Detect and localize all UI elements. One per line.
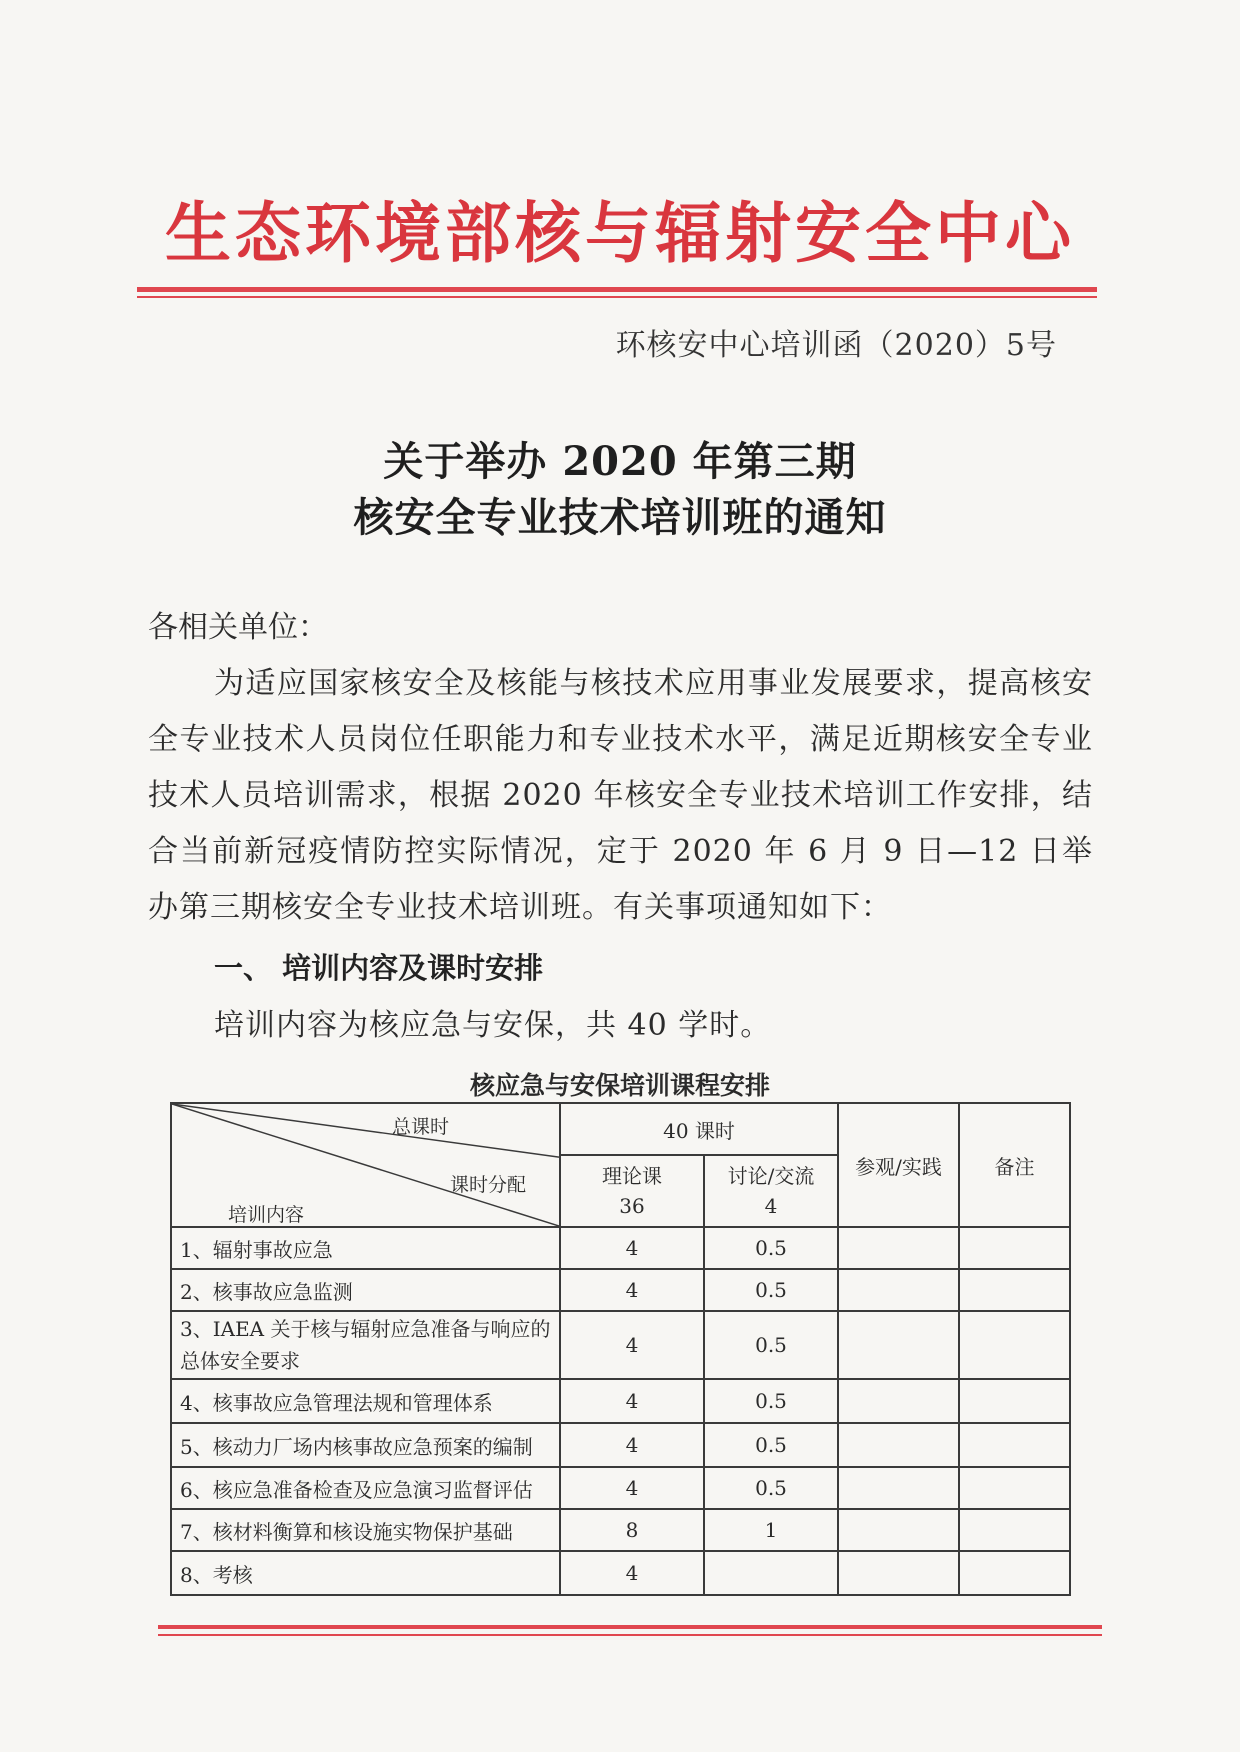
row-discussion: 0.5 [704,1379,838,1423]
discussion-label: 讨论/交流 [727,1164,815,1188]
row-content: 8、考核 [171,1551,560,1595]
row-visit [838,1509,959,1551]
row-remarks [959,1467,1070,1509]
row-content: 3、IAEA 关于核与辐射应急准备与响应的总体安全要求 [171,1311,560,1379]
row-remarks [959,1311,1070,1379]
section-heading: 一、 培训内容及课时安排 [214,951,544,985]
hours-allocation-label: 课时分配 [450,1174,527,1196]
content-label: 培训内容 [228,1204,305,1226]
table-caption: 核应急与安保培训课程安排 [469,1071,770,1100]
row-content: 4、核事故应急管理法规和管理体系 [171,1379,560,1423]
row-remarks [959,1227,1070,1269]
table-row [171,1551,1070,1595]
row-theory: 4 [560,1269,704,1311]
table-row [171,1311,1070,1379]
row-discussion: 0.5 [704,1423,838,1467]
header-rule-thick [137,287,1097,292]
row-discussion: 0.5 [704,1269,838,1311]
row-theory: 4 [560,1551,704,1595]
diagonal-header-cell [171,1103,560,1227]
row-remarks [959,1551,1070,1595]
remarks-header: 备注 [959,1103,1070,1227]
row-theory: 4 [560,1467,704,1509]
row-remarks [959,1269,1070,1311]
title-line-1: 关于举办 2020 年第三期 [383,438,857,485]
row-discussion [704,1551,838,1595]
theory-header [560,1155,704,1227]
row-visit [838,1379,959,1423]
row-theory: 4 [560,1227,704,1269]
row-theory: 4 [560,1379,704,1423]
total-hours-label: 总课时 [392,1116,450,1138]
table-header-row-1 [171,1103,1070,1155]
document-number: 环核安中心培训函（2020）5号 [615,328,1057,363]
row-discussion: 1 [704,1509,838,1551]
title-line-2: 核安全专业技术培训班的通知 [353,494,887,541]
theory-label: 理论课 [602,1164,662,1188]
row-visit [838,1311,959,1379]
discussion-total: 4 [764,1194,778,1218]
theory-total: 36 [619,1194,645,1218]
course-schedule-table [170,1102,1071,1596]
row-discussion: 0.5 [704,1311,838,1379]
section-text: 培训内容为核应急与安保，共 40 学时。 [214,1008,772,1043]
table-row [171,1509,1070,1551]
table-row [171,1423,1070,1467]
visit-practice-header: 参观/实践 [838,1103,959,1227]
row-theory: 4 [560,1423,704,1467]
row-visit [838,1467,959,1509]
row-content: 5、核动力厂场内核事故应急预案的编制 [171,1423,560,1467]
table-row [171,1227,1070,1269]
organization-header: 生态环境部核与辐射安全中心 [165,195,1075,272]
total-hours-value: 40 课时 [560,1103,838,1155]
table-row [171,1467,1070,1509]
footer-rule-thick [158,1625,1102,1629]
header-rule-thin [137,296,1097,298]
table-row [171,1269,1070,1311]
row-visit [838,1551,959,1595]
row-theory: 8 [560,1509,704,1551]
footer-rule-thin [158,1634,1102,1636]
row-theory: 4 [560,1311,704,1379]
row-discussion: 0.5 [704,1467,838,1509]
row-content: 6、核应急准备检查及应急演习监督评估 [171,1467,560,1509]
discussion-header [704,1155,838,1227]
table-row [171,1379,1070,1423]
row-visit [838,1269,959,1311]
row-content: 1、辐射事故应急 [171,1227,560,1269]
row-discussion: 0.5 [704,1227,838,1269]
row-visit [838,1423,959,1467]
salutation: 各相关单位： [148,610,328,645]
row-remarks [959,1423,1070,1467]
body-paragraph: 为适应国家核安全及核能与核技术应用事业发展要求，提高核安全专业技术人员岗位任职能力和专业技术水平，满足近期核安全专业技术人员培训需求，根据 2020 年核安全专业技术培训工作安排，结合当前新冠疫情防控实际情况，定于 2020 年 6 月 9 日—12 日举办第三期核安全专业技术培训班。有关事项通知如下： [148,666,1093,925]
row-visit [838,1227,959,1269]
row-content: 2、核事故应急监测 [171,1269,560,1311]
row-content: 7、核材料衡算和核设施实物保护基础 [171,1509,560,1551]
row-remarks [959,1379,1070,1423]
row-remarks [959,1509,1070,1551]
